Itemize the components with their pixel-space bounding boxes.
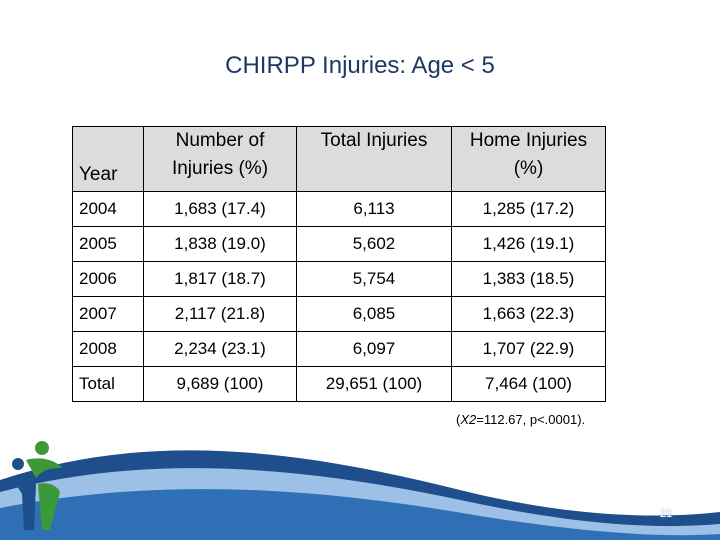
cell-total: 5,754 — [297, 262, 452, 297]
page-title: CHIRPP Injuries: Age < 5 — [225, 52, 495, 79]
cell-year: 2006 — [73, 262, 144, 297]
cell-injuries: 9,689 (100) — [144, 367, 297, 402]
footnote-rest: =112.67, p<.0001). — [476, 412, 586, 427]
cell-total: 6,085 — [297, 297, 452, 332]
cell-home: 1,707 (22.9) — [452, 332, 606, 367]
cell-year: 2007 — [73, 297, 144, 332]
cell-total: 29,651 (100) — [297, 367, 452, 402]
header-line: (%) — [513, 158, 544, 179]
cell-home: 1,426 (19.1) — [452, 227, 606, 262]
table-row — [73, 227, 606, 262]
header-year: Year — [73, 127, 144, 192]
cell-year: 2004 — [73, 192, 144, 227]
header-line: Number of — [175, 130, 265, 151]
table-row — [73, 332, 606, 367]
cell-total: 6,097 — [297, 332, 452, 367]
person-figure-logo-icon — [6, 438, 66, 534]
cell-year: Total — [73, 367, 144, 402]
header-home-injuries — [452, 127, 606, 192]
cell-home: 1,285 (17.2) — [452, 192, 606, 227]
cell-injuries: 1,683 (17.4) — [144, 192, 297, 227]
cell-home: 7,464 (100) — [452, 367, 606, 402]
header-number-of-injuries — [144, 127, 297, 192]
header-line: Home Injuries — [469, 130, 588, 151]
cell-injuries: 2,234 (23.1) — [144, 332, 297, 367]
cell-home: 1,383 (18.5) — [452, 262, 606, 297]
cell-injuries: 1,817 (18.7) — [144, 262, 297, 297]
cell-home: 1,663 (22.3) — [452, 297, 606, 332]
header-total-injuries: Total Injuries — [297, 127, 452, 192]
header-line: Injuries (%) — [171, 158, 269, 179]
footnote-open: ( — [456, 412, 461, 427]
cell-total: 6,113 — [297, 192, 452, 227]
injuries-table — [72, 126, 606, 402]
cell-injuries: 2,117 (21.8) — [144, 297, 297, 332]
page-number: 21 — [660, 508, 673, 520]
cell-year: 2008 — [73, 332, 144, 367]
blue-swoosh-decoration — [0, 420, 720, 540]
footnote-stat: X2 — [460, 412, 477, 427]
table-row — [73, 297, 606, 332]
table-row — [73, 192, 606, 227]
cell-year: 2005 — [73, 227, 144, 262]
cell-total: 5,602 — [297, 227, 452, 262]
table-row — [73, 367, 606, 402]
cell-injuries: 1,838 (19.0) — [144, 227, 297, 262]
table-header-row — [73, 127, 606, 192]
table-row — [73, 262, 606, 297]
